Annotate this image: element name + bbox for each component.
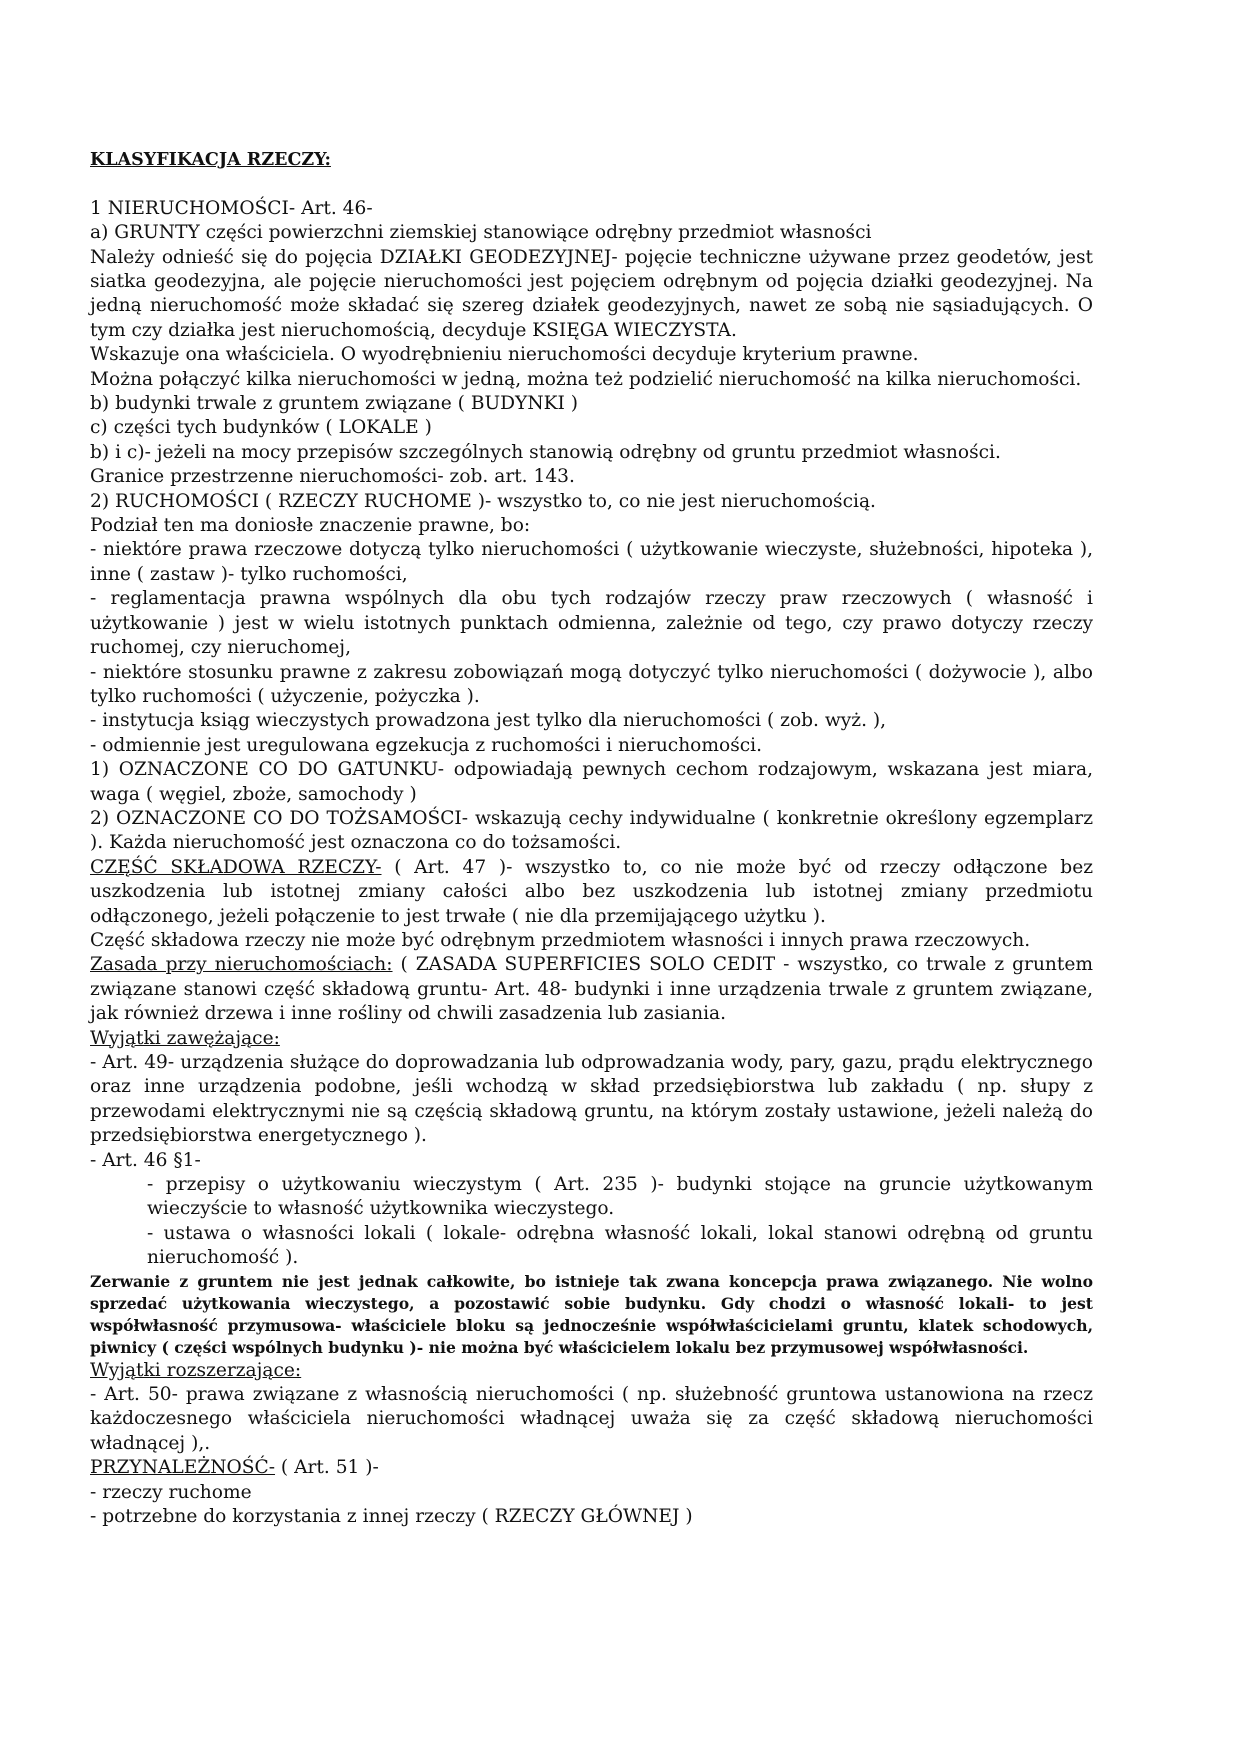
- paragraph-tozsamosc: 2) OZNACZONE CO DO TOŻSAMOŚCI- wskazują cechy indywidualne ( konkretnie określony egzemplarz ). Każda nieruchomość jest oznaczona co do tożsamości.: [90, 807, 1093, 854]
- document-title: KLASYFIKACJA RZECZY:: [90, 150, 331, 170]
- list-item: - przepisy o użytkowaniu wieczystym ( Art. 235 )- budynki stojące na gruncie użytkowanym wieczyście to własność użytkownika wieczystego.: [147, 1174, 1093, 1220]
- wyjatki-rozszerzajace-label: Wyjątki rozszerzające:: [90, 1359, 302, 1381]
- item-bc: b) i c)- jeżeli na mocy przepisów szczególnych stanowią odrębny od gruntu przedmiot własności.: [90, 441, 1001, 463]
- paragraph-art-50: - Art. 50- prawa związane z własnością nieruchomości ( np. służebność gruntowa ustanowiona na rzecz każdoczesnego właściciela nieruchomości władnącej uważa się za część składową nieruchomości władnącej ),.: [90, 1384, 1093, 1454]
- item-c-lokale: c) części tych budynków ( LOKALE ): [90, 417, 432, 439]
- paragraph-zerwanie: Zerwanie z gruntem nie jest jednak całkowite, bo istnieje tak zwana koncepcja prawa związanego. Nie wolno sprzedać użytkowania wieczystego, a pozostawić sobie budynku. Gdy chodzi o własność lokali- to jest współwłasność przymusowa- właściciele bloku są jednocześnie współwłaścicielami gruntu, klatek schodowych, piwnicy ( części wspólnych budynku )- nie można być właścicielem lokalu bez przymusowej współwłasności.: [90, 1271, 1093, 1357]
- paragraph-art-49: - Art. 49- urządzenia służące do doprowadzania lub odprowadzania wody, pary, gazu, prądu elektrycznego oraz inne urządzenia podobne, jeśli wchodzą w skład przedsiębiorstwa lub zakładu ( np. słupy z przewodami elektrycznymi nie są częścią składową gruntu, na którym zostały ustawione, jeżeli należą do przedsiębiorstwa energetycznego ).: [90, 1052, 1093, 1147]
- wyjatki-rozszerzajace-heading: [90, 1359, 1093, 1383]
- list-item: - niektóre stosunku prawne z zakresu zobowiązań mogą dotyczyć tylko nieruchomości ( dożywocie ), albo tylko ruchomości ( użyczenie, pożyczka ).: [90, 661, 1093, 707]
- list-item: - rzeczy ruchome: [90, 1481, 252, 1503]
- list-item: - reglamentacja prawna wspólnych dla obu tych rodzajów rzeczy praw rzeczowych ( własność i użytkowanie ) jest w wielu istotnych punktach odmienna, zależnie od tego, czy prawo dotyczy rzeczy ruchomej, czy nieruchomej,: [90, 588, 1093, 659]
- paragraph-czesc-skladowa: [90, 856, 1093, 929]
- przynaleznosc-text: ( Art. 51 )-: [275, 1457, 379, 1479]
- section-2-heading: 2) RUCHOMOŚCI ( RZECZY RUCHOME )- wszystko to, co nie jest nieruchomością.: [90, 490, 876, 512]
- wyjatki-zawezajace-heading: [90, 1027, 1093, 1051]
- paragraph-granice: Granice przestrzenne nieruchomości- zob. art. 143.: [90, 466, 575, 488]
- paragraph-czesc-skladowa-2: Część składowa rzeczy nie może być odrębnym przedmiotem własności i innych prawa rzeczowych.: [90, 929, 1031, 951]
- paragraph-art-46: - Art. 46 §1-: [90, 1149, 201, 1171]
- blank-line: [90, 172, 1093, 196]
- czesc-skladowa-text: ( Art. 47 )- wszystko to, co nie może być od rzeczy odłączone bez uszkodzenia lub istotnej zmiany całości albo bez uszkodzenia lub istotnej zmiany przedmiotu odłączonego, jeżeli połączenie to jest trwałe ( nie dla przemijającego użytku ).: [90, 856, 1094, 927]
- list-item: - ustawa o własności lokali ( lokale- odrębna własność lokali, lokal stanowi odrębną od gruntu nieruchomość ).: [147, 1222, 1093, 1269]
- paragraph-wlasciciel: Wskazuje ona właściciela. O wyodrębnieniu nieruchomości decyduje kryterium prawne.: [90, 344, 919, 366]
- list-item: - odmiennie jest uregulowana egzekucja z ruchomości i nieruchomości.: [90, 734, 763, 756]
- paragraph-podzial: Podział ten ma doniosłe znaczenie prawne, bo:: [90, 515, 531, 537]
- item-a-grunty: a) GRUNTY części powierzchni ziemskiej stanowiące odrębny przedmiot własności: [90, 222, 872, 244]
- zasada-label: Zasada przy nieruchomościach:: [90, 954, 393, 976]
- czesc-skladowa-label: CZĘŚĆ SKŁADOWA RZECZY-: [90, 856, 382, 878]
- paragraph-zasada: [90, 953, 1093, 1026]
- paragraph-dzialki: Należy odnieść się do pojęcia DZIAŁKI GEODEZYJNEJ- pojęcie techniczne używane przez geodetów, jest siatka geodezyjna, ale pojęcie nieruchomości jest pojęciem odrębnym od pojęcia działki geodezyjnej. Na jedną nieruchomość może składać się szereg działek geodezyjnych, nawet ze sobą nie sąsiadujących. O tym czy działka jest nieruchomością, decyduje KSIĘGA WIECZYSTA.: [90, 246, 1093, 341]
- zasada-text: ( ZASADA SUPERFICIES SOLO CEDIT - wszystko, co trwale z gruntem związane stanowi część składową gruntu- Art. 48- budynki i inne urządzenia trwale z gruntem związane, jak również drzewa i inne rośliny od chwili zasadzenia lub zasiania.: [90, 954, 1093, 1025]
- paragraph-polaczenie: Można połączyć kilka nieruchomości w jedną, można też podzielić nieruchomość na kilka nieruchomości.: [90, 368, 1082, 390]
- list-item: - niektóre prawa rzeczowe dotyczą tylko nieruchomości ( użytkowanie wieczyste, służebności, hipoteka ), inne ( zastaw )- tylko ruchomości,: [90, 539, 1093, 585]
- przynaleznosc-label: PRZYNALEŻNOŚĆ-: [90, 1457, 276, 1479]
- list-item: - potrzebne do korzystania z innej rzeczy ( RZECZY GŁÓWNEJ ): [90, 1506, 693, 1528]
- list-item: - instytucja ksiąg wieczystych prowadzona jest tylko dla nieruchomości ( zob. wyż. ),: [90, 710, 887, 732]
- item-b-budynki: b) budynki trwale z gruntem związane ( BUDYNKI ): [90, 393, 579, 415]
- paragraph-gatunek: 1) OZNACZONE CO DO GATUNKU- odpowiadają pewnych cechom rodzajowym, wskazana jest miara, waga ( węgiel, zboże, samochody ): [90, 759, 1093, 805]
- section-1-heading: 1 NIERUCHOMOŚCI- Art. 46-: [90, 197, 373, 219]
- paragraph-przynaleznosc: [90, 1456, 1093, 1480]
- document-page: [90, 148, 1093, 1530]
- wyjatki-zawezajace-label: Wyjątki zawężające:: [90, 1027, 280, 1049]
